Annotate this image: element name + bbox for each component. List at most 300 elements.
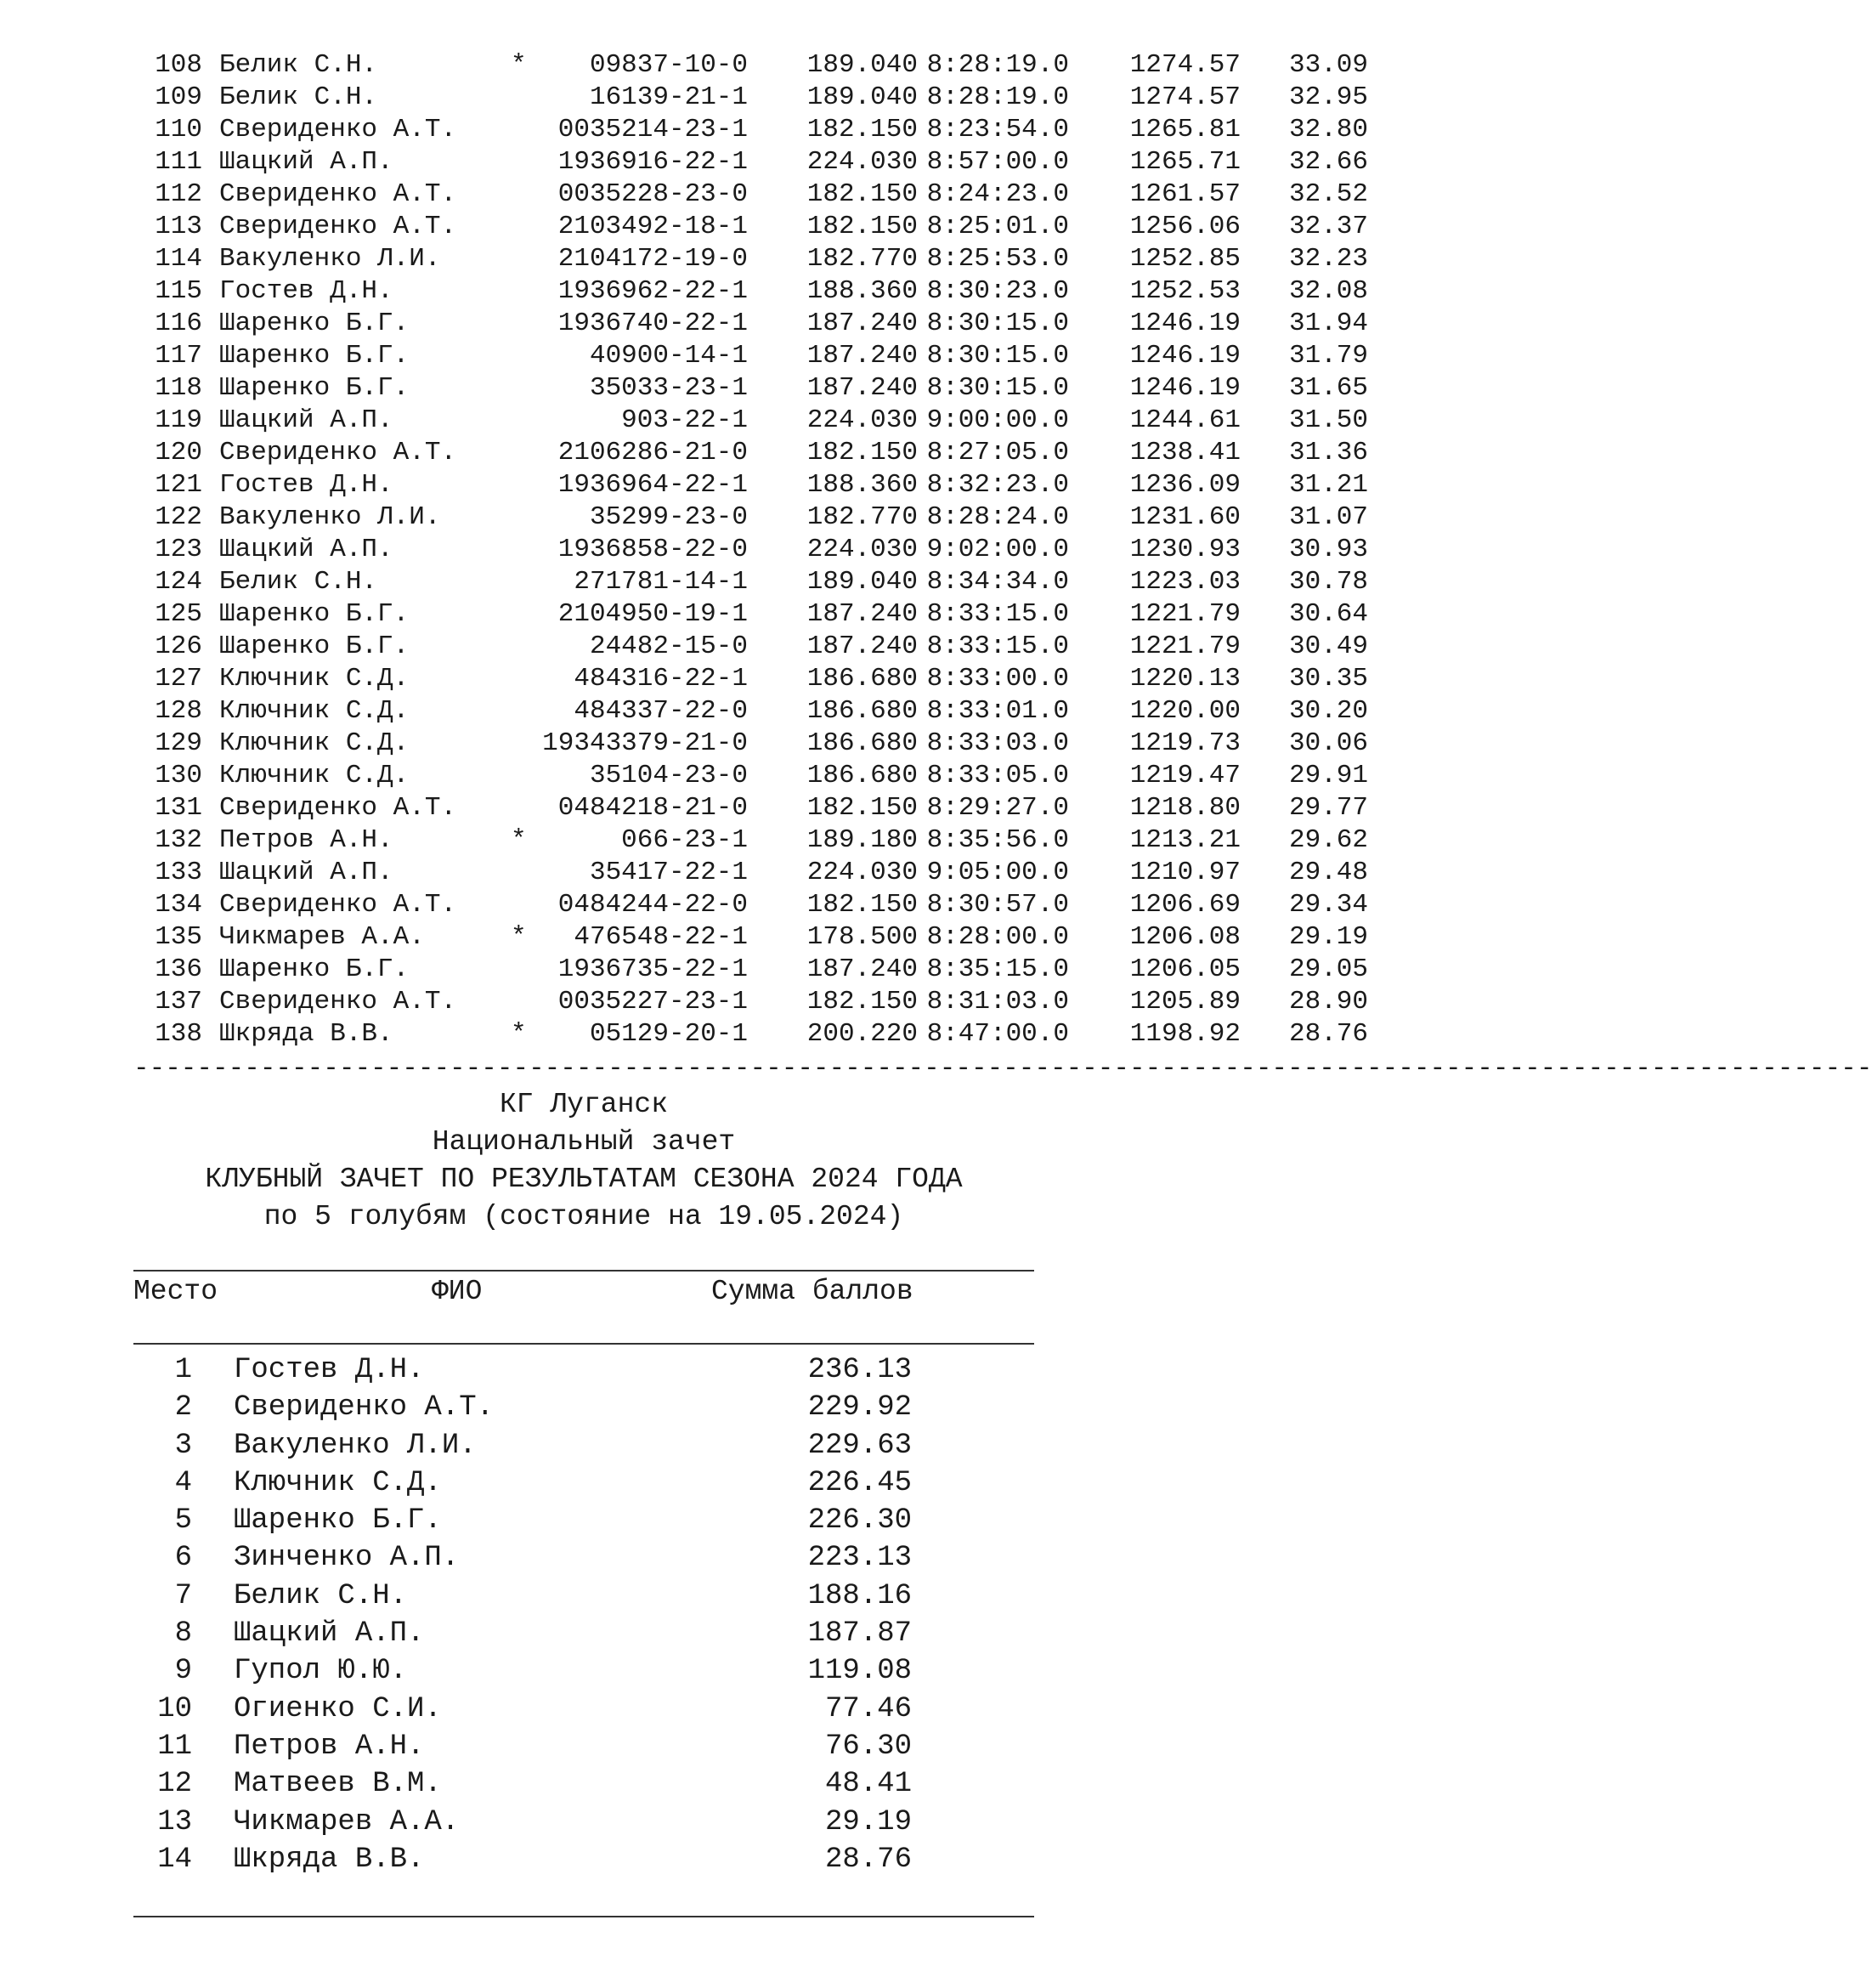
result-name: Свериденко А.Т. (219, 987, 457, 1017)
result-distance: 224.030 (806, 858, 918, 887)
result-time: 9:02:00.0 (926, 535, 1069, 564)
result-distance: 186.680 (806, 696, 918, 726)
standings-score: 229.92 (807, 1391, 912, 1424)
result-ring: 35104-23-0 (589, 761, 748, 790)
result-name: Шаренко Б.Г. (219, 309, 410, 338)
result-place: 137 (155, 987, 202, 1017)
standings-name: Белик С.Н. (234, 1579, 408, 1612)
result-time: 8:30:15.0 (926, 373, 1069, 403)
result-ring: 35033-23-1 (589, 373, 748, 403)
result-place: 127 (155, 664, 202, 694)
result-row (0, 437, 1405, 469)
result-time: 8:30:23.0 (926, 276, 1069, 306)
result-row (0, 631, 1405, 663)
result-speed: 1231.60 (1129, 502, 1241, 532)
standings-name: Гупол Ю.Ю. (234, 1655, 408, 1688)
standings-row (0, 1691, 1405, 1728)
result-time: 8:47:00.0 (926, 1019, 1069, 1049)
result-time: 8:34:34.0 (926, 567, 1069, 597)
result-distance: 182.770 (806, 502, 918, 532)
standings-condition: по 5 голубям (состояние на 19.05.2024) (263, 1201, 904, 1232)
result-speed: 1206.08 (1129, 922, 1241, 952)
standings-score: 187.87 (807, 1617, 912, 1651)
standings-row (0, 1841, 1405, 1878)
result-speed: 1261.57 (1129, 179, 1241, 209)
header-place: Место (133, 1276, 218, 1307)
result-name: Свериденко А.Т. (219, 793, 457, 823)
result-score: 30.20 (1288, 696, 1368, 726)
result-ring: 903-22-1 (621, 405, 748, 435)
result-time: 8:33:15.0 (926, 599, 1069, 629)
standings-score: 226.30 (807, 1504, 912, 1538)
standings-name: Вакуленко Л.И. (234, 1429, 477, 1462)
result-distance: 187.240 (806, 309, 918, 338)
result-distance: 182.150 (806, 890, 918, 920)
result-score: 31.94 (1288, 309, 1368, 338)
result-place: 111 (155, 147, 202, 177)
result-place: 114 (155, 244, 202, 274)
result-score: 28.76 (1288, 1019, 1368, 1049)
result-ring: 1936916-22-1 (557, 147, 748, 177)
result-name: Ключник С.Д. (219, 761, 410, 790)
result-place: 110 (155, 115, 202, 144)
result-row (0, 728, 1405, 760)
standings-row (0, 1464, 1405, 1502)
result-score: 32.52 (1288, 179, 1368, 209)
result-row (0, 243, 1405, 275)
result-distance: 187.240 (806, 341, 918, 371)
result-row (0, 760, 1405, 792)
standings-place: 2 (174, 1391, 192, 1424)
standings-score: 188.16 (807, 1579, 912, 1612)
result-row (0, 792, 1405, 824)
result-ring: 0484244-22-0 (557, 890, 748, 920)
result-distance: 182.150 (806, 438, 918, 467)
result-row (0, 566, 1405, 598)
result-row (0, 921, 1405, 954)
result-place: 115 (155, 276, 202, 306)
result-place: 124 (155, 567, 202, 597)
result-score: 30.49 (1288, 632, 1368, 661)
result-row (0, 501, 1405, 534)
standings-name: Чикмарев А.А. (234, 1805, 460, 1838)
result-time: 8:33:00.0 (926, 664, 1069, 694)
standings-name: Шацкий А.П. (234, 1617, 425, 1651)
result-time: 8:25:01.0 (926, 212, 1069, 241)
result-time: 8:28:00.0 (926, 922, 1069, 952)
result-score: 31.07 (1288, 502, 1368, 532)
result-time: 9:05:00.0 (926, 858, 1069, 887)
standings-row (0, 1615, 1405, 1652)
result-place: 112 (155, 179, 202, 209)
result-score: 30.35 (1288, 664, 1368, 694)
result-ring: 2106286-21-0 (557, 438, 748, 467)
result-score: 30.64 (1288, 599, 1368, 629)
result-place: 121 (155, 470, 202, 500)
result-row (0, 824, 1405, 857)
result-ring: 35417-22-1 (589, 858, 748, 887)
result-name: Ключник С.Д. (219, 728, 410, 758)
result-place: 134 (155, 890, 202, 920)
result-speed: 1219.73 (1129, 728, 1241, 758)
result-ring: 05129-20-1 (589, 1019, 748, 1049)
result-distance: 182.770 (806, 244, 918, 274)
result-time: 8:33:01.0 (926, 696, 1069, 726)
result-time: 8:35:15.0 (926, 954, 1069, 984)
result-distance: 186.680 (806, 664, 918, 694)
result-name: Шаренко Б.Г. (219, 341, 410, 371)
club-name: КГ Луганск (499, 1089, 669, 1120)
result-speed: 1221.79 (1129, 599, 1241, 629)
result-score: 31.79 (1288, 341, 1368, 371)
result-place: 117 (155, 341, 202, 371)
result-name: Гостев Д.Н. (219, 470, 393, 500)
result-distance: 224.030 (806, 405, 918, 435)
standings-score: 223.13 (807, 1542, 912, 1575)
result-speed: 1246.19 (1129, 373, 1241, 403)
result-row (0, 82, 1405, 114)
standings-place: 14 (157, 1843, 192, 1876)
standings-row (0, 1728, 1405, 1765)
standings-place: 5 (174, 1504, 192, 1538)
result-ring: 1936735-22-1 (557, 954, 748, 984)
result-time: 8:33:05.0 (926, 761, 1069, 790)
result-distance: 188.360 (806, 276, 918, 306)
result-speed: 1252.85 (1129, 244, 1241, 274)
result-score: 28.90 (1288, 987, 1368, 1017)
result-speed: 1206.05 (1129, 954, 1241, 984)
result-row (0, 308, 1405, 340)
result-score: 30.06 (1288, 728, 1368, 758)
result-row (0, 663, 1405, 695)
result-score: 29.77 (1288, 793, 1368, 823)
result-place: 119 (155, 405, 202, 435)
result-speed: 1265.81 (1129, 115, 1241, 144)
result-ring: 16139-21-1 (589, 82, 748, 112)
standings-name: Ключник С.Д. (234, 1466, 442, 1499)
result-row (0, 372, 1405, 405)
standings-row (0, 1539, 1405, 1577)
result-row (0, 405, 1405, 437)
standings-place: 9 (174, 1655, 192, 1688)
result-place: 123 (155, 535, 202, 564)
result-distance: 187.240 (806, 632, 918, 661)
result-ring: 066-23-1 (621, 825, 748, 855)
standings-score: 76.30 (824, 1730, 912, 1763)
result-distance: 189.180 (806, 825, 918, 855)
result-score: 31.65 (1288, 373, 1368, 403)
result-score: 29.34 (1288, 890, 1368, 920)
standings-score: 28.76 (824, 1843, 912, 1876)
result-row (0, 889, 1405, 921)
result-name: Белик С.Н. (219, 82, 378, 112)
result-place: 131 (155, 793, 202, 823)
result-name: Ключник С.Д. (219, 696, 410, 726)
result-place: 126 (155, 632, 202, 661)
result-speed: 1223.03 (1129, 567, 1241, 597)
result-place: 136 (155, 954, 202, 984)
result-name: Чикмарев А.А. (219, 922, 425, 952)
result-speed: 1206.69 (1129, 890, 1241, 920)
header-bottom-rule (133, 1343, 1034, 1345)
result-name: Свериденко А.Т. (219, 890, 457, 920)
result-distance: 189.040 (806, 82, 918, 112)
result-place: 138 (155, 1019, 202, 1049)
standings-row (0, 1351, 1405, 1389)
result-row (0, 857, 1405, 889)
result-row (0, 340, 1405, 372)
result-speed: 1230.93 (1129, 535, 1241, 564)
result-name: Шкряда В.В. (219, 1019, 393, 1049)
result-speed: 1236.09 (1129, 470, 1241, 500)
standings-name: Шкряда В.В. (234, 1843, 425, 1876)
result-distance: 224.030 (806, 535, 918, 564)
result-name: Шацкий А.П. (219, 147, 393, 177)
result-time: 8:28:19.0 (926, 50, 1069, 80)
result-ring: 1936962-22-1 (557, 276, 748, 306)
result-score: 32.80 (1288, 115, 1368, 144)
result-ring: 2103492-18-1 (557, 212, 748, 241)
standings-name: Матвеев В.М. (234, 1768, 442, 1801)
result-score: 32.95 (1288, 82, 1368, 112)
result-speed: 1219.47 (1129, 761, 1241, 790)
result-place: 109 (155, 82, 202, 112)
result-place: 113 (155, 212, 202, 241)
result-time: 8:23:54.0 (926, 115, 1069, 144)
result-ring: 09837-10-0 (589, 50, 748, 80)
result-time: 8:57:00.0 (926, 147, 1069, 177)
result-distance: 182.150 (806, 179, 918, 209)
result-place: 129 (155, 728, 202, 758)
standings-row (0, 1427, 1405, 1464)
standings-name: Огиенко С.И. (234, 1692, 442, 1725)
result-name: Шаренко Б.Г. (219, 599, 410, 629)
result-name: Свериденко А.Т. (219, 212, 457, 241)
result-place: 108 (155, 50, 202, 80)
result-name: Петров А.Н. (219, 825, 393, 855)
result-place: 132 (155, 825, 202, 855)
result-row (0, 146, 1405, 178)
result-ring: 271781-14-1 (574, 567, 748, 597)
result-row (0, 598, 1405, 631)
result-ring: 35299-23-0 (589, 502, 748, 532)
result-speed: 1256.06 (1129, 212, 1241, 241)
result-ring: 0035227-23-1 (557, 987, 748, 1017)
standings-place: 12 (157, 1768, 192, 1801)
result-place: 135 (155, 922, 202, 952)
result-name: Вакуленко Л.И. (219, 244, 441, 274)
result-place: 125 (155, 599, 202, 629)
standings-subtitle: Национальный зачет (432, 1126, 736, 1158)
standings-row (0, 1389, 1405, 1426)
result-star: * (511, 50, 527, 80)
result-speed: 1213.21 (1129, 825, 1241, 855)
standings-name: Гостев Д.Н. (234, 1354, 425, 1386)
result-time: 8:24:23.0 (926, 179, 1069, 209)
standings-name: Петров А.Н. (234, 1730, 425, 1763)
standings-place: 11 (157, 1730, 192, 1763)
result-name: Свериденко А.Т. (219, 179, 457, 209)
result-speed: 1220.13 (1129, 664, 1241, 694)
standings-score: 229.63 (807, 1429, 912, 1462)
result-ring: 0484218-21-0 (557, 793, 748, 823)
result-ring: 484337-22-0 (574, 696, 748, 726)
result-distance: 187.240 (806, 373, 918, 403)
result-place: 116 (155, 309, 202, 338)
result-ring: 2104950-19-1 (557, 599, 748, 629)
result-distance: 224.030 (806, 147, 918, 177)
result-speed: 1220.00 (1129, 696, 1241, 726)
standings-place: 1 (174, 1354, 192, 1386)
result-time: 8:30:15.0 (926, 341, 1069, 371)
result-score: 29.62 (1288, 825, 1368, 855)
result-speed: 1246.19 (1129, 341, 1241, 371)
result-distance: 182.150 (806, 212, 918, 241)
result-ring: 0035214-23-1 (557, 115, 748, 144)
result-place: 118 (155, 373, 202, 403)
result-score: 29.19 (1288, 922, 1368, 952)
result-name: Свериденко А.Т. (219, 115, 457, 144)
result-name: Шаренко Б.Г. (219, 954, 410, 984)
result-time: 8:32:23.0 (926, 470, 1069, 500)
standings-title: КЛУБНЫЙ ЗАЧЕТ ПО РЕЗУЛЬТАТАМ СЕЗОНА 2024 ГОДА (205, 1164, 963, 1195)
result-distance: 200.220 (806, 1019, 918, 1049)
standings-place: 10 (157, 1692, 192, 1725)
result-row (0, 534, 1405, 566)
header-name: ФИО (432, 1276, 483, 1307)
result-star: * (511, 1019, 527, 1049)
result-time: 8:31:03.0 (926, 987, 1069, 1017)
standings-row (0, 1577, 1405, 1615)
result-speed: 1252.53 (1129, 276, 1241, 306)
result-star: * (511, 922, 527, 952)
standings-row (0, 1765, 1405, 1803)
result-row (0, 49, 1405, 82)
result-speed: 1210.97 (1129, 858, 1241, 887)
standings-row (0, 1804, 1405, 1841)
result-star: * (511, 825, 527, 855)
result-name: Ключник С.Д. (219, 664, 410, 694)
result-name: Вакуленко Л.И. (219, 502, 441, 532)
result-name: Белик С.Н. (219, 567, 378, 597)
standings-score: 48.41 (824, 1768, 912, 1801)
result-speed: 1274.57 (1129, 50, 1241, 80)
standings-score: 29.19 (824, 1805, 912, 1838)
result-time: 8:30:15.0 (926, 309, 1069, 338)
standings-score: 77.46 (824, 1692, 912, 1725)
result-time: 8:27:05.0 (926, 438, 1069, 467)
result-ring: 476548-22-1 (574, 922, 748, 952)
result-score: 30.93 (1288, 535, 1368, 564)
result-time: 8:28:24.0 (926, 502, 1069, 532)
result-name: Свериденко А.Т. (219, 438, 457, 467)
standings-row (0, 1502, 1405, 1539)
result-speed: 1218.80 (1129, 793, 1241, 823)
result-ring: 40900-14-1 (589, 341, 748, 371)
result-speed: 1221.79 (1129, 632, 1241, 661)
result-place: 122 (155, 502, 202, 532)
result-distance: 186.680 (806, 761, 918, 790)
result-score: 31.21 (1288, 470, 1368, 500)
result-row (0, 954, 1405, 986)
result-time: 8:33:15.0 (926, 632, 1069, 661)
result-distance: 178.500 (806, 922, 918, 952)
result-time: 8:35:56.0 (926, 825, 1069, 855)
result-row (0, 275, 1405, 308)
result-row (0, 1018, 1405, 1051)
result-speed: 1246.19 (1129, 309, 1241, 338)
result-score: 31.36 (1288, 438, 1368, 467)
result-score: 29.48 (1288, 858, 1368, 887)
result-place: 130 (155, 761, 202, 790)
result-name: Шаренко Б.Г. (219, 373, 410, 403)
standings-place: 8 (174, 1617, 192, 1651)
result-place: 120 (155, 438, 202, 467)
result-speed: 1274.57 (1129, 82, 1241, 112)
standings-place: 6 (174, 1542, 192, 1575)
standings-score: 236.13 (807, 1354, 912, 1386)
result-row (0, 114, 1405, 146)
result-time: 8:28:19.0 (926, 82, 1069, 112)
header-top-rule (133, 1270, 1034, 1272)
result-row (0, 178, 1405, 211)
result-place: 133 (155, 858, 202, 887)
standings-place: 7 (174, 1579, 192, 1612)
standings-place: 3 (174, 1429, 192, 1462)
result-time: 8:30:57.0 (926, 890, 1069, 920)
result-name: Шацкий А.П. (219, 535, 393, 564)
result-name: Шацкий А.П. (219, 405, 393, 435)
result-score: 33.09 (1288, 50, 1368, 80)
result-score: 30.78 (1288, 567, 1368, 597)
result-name: Шаренко Б.Г. (219, 632, 410, 661)
standings-name: Зинченко А.П. (234, 1542, 460, 1575)
result-ring: 484316-22-1 (574, 664, 748, 694)
result-row (0, 211, 1405, 243)
result-row (0, 695, 1405, 728)
result-score: 29.91 (1288, 761, 1368, 790)
standings-name: Свериденко А.Т. (234, 1391, 495, 1424)
result-time: 9:00:00.0 (926, 405, 1069, 435)
results-table (0, 49, 1405, 1051)
result-ring: 19343379-21-0 (542, 728, 748, 758)
result-score: 31.50 (1288, 405, 1368, 435)
standings-table (0, 1351, 1405, 1878)
result-score: 32.08 (1288, 276, 1368, 306)
result-ring: 1936740-22-1 (557, 309, 748, 338)
standings-name: Шаренко Б.Г. (234, 1504, 442, 1538)
result-place: 128 (155, 696, 202, 726)
result-row (0, 469, 1405, 501)
result-distance: 182.150 (806, 793, 918, 823)
standings-place: 13 (157, 1805, 192, 1838)
result-name: Шацкий А.П. (219, 858, 393, 887)
standings-score: 226.45 (807, 1466, 912, 1499)
result-speed: 1244.61 (1129, 405, 1241, 435)
result-score: 29.05 (1288, 954, 1368, 984)
header-score: Сумма баллов (711, 1276, 913, 1307)
standings-place: 4 (174, 1466, 192, 1499)
result-speed: 1205.89 (1129, 987, 1241, 1017)
result-distance: 187.240 (806, 954, 918, 984)
result-distance: 189.040 (806, 567, 918, 597)
result-ring: 2104172-19-0 (557, 244, 748, 274)
result-row (0, 986, 1405, 1018)
dashed-divider: -------------------------------------------------------------------------------------------------------------- (133, 1054, 1872, 1084)
result-speed: 1238.41 (1129, 438, 1241, 467)
result-score: 32.66 (1288, 147, 1368, 177)
result-distance: 187.240 (806, 599, 918, 629)
